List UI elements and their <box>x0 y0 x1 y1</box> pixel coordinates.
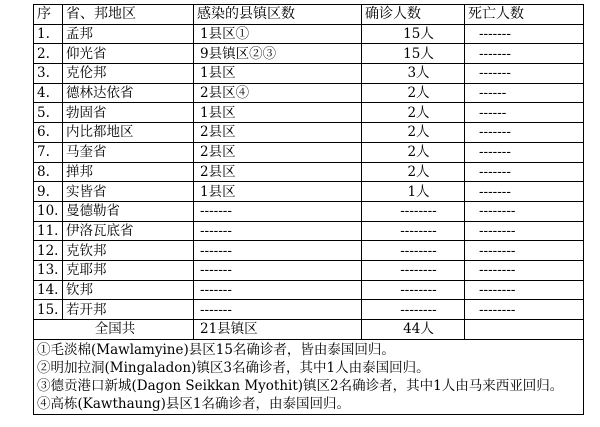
row-seq: 7. <box>34 142 63 162</box>
row-townships: 2县区 <box>194 142 362 162</box>
row-townships: 1县区 <box>194 103 362 123</box>
row-cases: 1人 <box>362 182 465 202</box>
notes-row <box>34 339 584 414</box>
footnote: ①毛淡棉(Mawlamyine)县区15名确诊者，皆由泰国回归。 <box>37 341 395 358</box>
row-region: 克钦邦 <box>63 241 194 261</box>
total-row <box>34 320 584 340</box>
row-deaths: -------- <box>465 221 584 241</box>
table-row <box>34 162 584 182</box>
row-cases: 15人 <box>362 24 465 44</box>
row-townships: 2县区④ <box>194 83 362 103</box>
row-townships: 2县区 <box>194 162 362 182</box>
row-cases: 2人 <box>362 142 465 162</box>
row-cases: 2人 <box>362 83 465 103</box>
total-label: 全国共 <box>34 320 194 340</box>
row-cases: 3人 <box>362 64 465 84</box>
row-townships: ------- <box>194 300 362 320</box>
row-cases: -------- <box>362 241 465 261</box>
row-seq: 9. <box>34 182 63 202</box>
row-townships: ------- <box>194 260 362 280</box>
table-row <box>34 24 584 44</box>
row-townships: ------- <box>194 280 362 300</box>
row-deaths: ------- <box>465 142 584 162</box>
notes-cell <box>34 339 584 414</box>
row-deaths: ------- <box>465 182 584 202</box>
row-cases: 2人 <box>362 162 465 182</box>
table-row <box>34 260 584 280</box>
table-row <box>34 300 584 320</box>
table-row <box>34 142 584 162</box>
row-deaths: ------- <box>465 64 584 84</box>
footnote: ③德贡港口新城(Dagon Seikkan Myothit)镇区2名确诊者，其中1人由马来西亚回归。 <box>37 377 564 394</box>
case-table <box>33 4 584 415</box>
row-deaths: ------- <box>465 123 584 143</box>
row-region: 伊洛瓦底省 <box>63 221 194 241</box>
row-seq: 4. <box>34 83 63 103</box>
footnote: ④高栋(Kawthaung)县区1名确诊者，由泰国回归。 <box>37 395 351 412</box>
row-deaths: ------ <box>465 103 584 123</box>
header-row <box>34 5 584 25</box>
table-row <box>34 280 584 300</box>
table-row <box>34 83 584 103</box>
row-seq: 12. <box>34 241 63 261</box>
row-cases: -------- <box>362 300 465 320</box>
table-row <box>34 123 584 143</box>
row-cases: 15人 <box>362 44 465 64</box>
row-seq: 5. <box>34 103 63 123</box>
row-region: 马奎省 <box>63 142 194 162</box>
row-townships: ------- <box>194 241 362 261</box>
row-region: 克伦邦 <box>63 64 194 84</box>
row-seq: 15. <box>34 300 63 320</box>
row-region: 克耶邦 <box>63 260 194 280</box>
row-region: 实皆省 <box>63 182 194 202</box>
row-deaths: ------- <box>465 24 584 44</box>
row-deaths: ------- <box>465 162 584 182</box>
footnote: ②明加拉洞(Mingaladon)镇区3名确诊者，其中1人由泰国回归。 <box>37 359 430 376</box>
row-townships: 9县镇区②③ <box>194 44 362 64</box>
total-cases: 44人 <box>362 320 465 340</box>
row-townships: 1县区 <box>194 182 362 202</box>
row-seq: 8. <box>34 162 63 182</box>
row-seq: 3. <box>34 64 63 84</box>
row-cases: 2人 <box>362 103 465 123</box>
total-deaths <box>465 320 584 340</box>
row-region: 掸邦 <box>63 162 194 182</box>
total-townships: 21县镇区 <box>194 320 362 340</box>
row-townships: ------- <box>194 201 362 221</box>
table-row <box>34 103 584 123</box>
row-cases: -------- <box>362 280 465 300</box>
row-region: 若开邦 <box>63 300 194 320</box>
row-seq: 14. <box>34 280 63 300</box>
row-seq: 6. <box>34 123 63 143</box>
row-deaths: -------- <box>465 260 584 280</box>
row-townships: 1县区 <box>194 64 362 84</box>
row-deaths: -------- <box>465 201 584 221</box>
row-seq: 1. <box>34 24 63 44</box>
table-row <box>34 241 584 261</box>
table-row <box>34 44 584 64</box>
header-deaths: 死亡人数 <box>465 5 584 25</box>
header-seq: 序 <box>34 5 63 25</box>
row-cases: 2人 <box>362 123 465 143</box>
table-row <box>34 64 584 84</box>
row-seq: 11. <box>34 221 63 241</box>
case-summary-document <box>33 4 583 415</box>
row-seq: 2. <box>34 44 63 64</box>
table-row <box>34 221 584 241</box>
row-townships: 2县区 <box>194 123 362 143</box>
row-seq: 10. <box>34 201 63 221</box>
row-deaths: -------- <box>465 300 584 320</box>
row-region: 德林达依省 <box>63 83 194 103</box>
row-seq: 13. <box>34 260 63 280</box>
row-region: 内比都地区 <box>63 123 194 143</box>
row-region: 钦邦 <box>63 280 194 300</box>
row-region: 勃固省 <box>63 103 194 123</box>
row-region: 仰光省 <box>63 44 194 64</box>
row-deaths: ------- <box>465 44 584 64</box>
row-townships: ------- <box>194 221 362 241</box>
row-region: 孟邦 <box>63 24 194 44</box>
row-cases: -------- <box>362 260 465 280</box>
row-region: 曼德勒省 <box>63 201 194 221</box>
row-townships: 1县区① <box>194 24 362 44</box>
row-deaths: ------ <box>465 83 584 103</box>
header-region: 省、邦地区 <box>63 5 194 25</box>
table-row <box>34 201 584 221</box>
row-cases: -------- <box>362 221 465 241</box>
header-townships: 感染的县镇区数 <box>194 5 362 25</box>
row-deaths: -------- <box>465 241 584 261</box>
row-cases: -------- <box>362 201 465 221</box>
header-cases: 确诊人数 <box>362 5 465 25</box>
row-deaths: -------- <box>465 280 584 300</box>
table-row <box>34 182 584 202</box>
